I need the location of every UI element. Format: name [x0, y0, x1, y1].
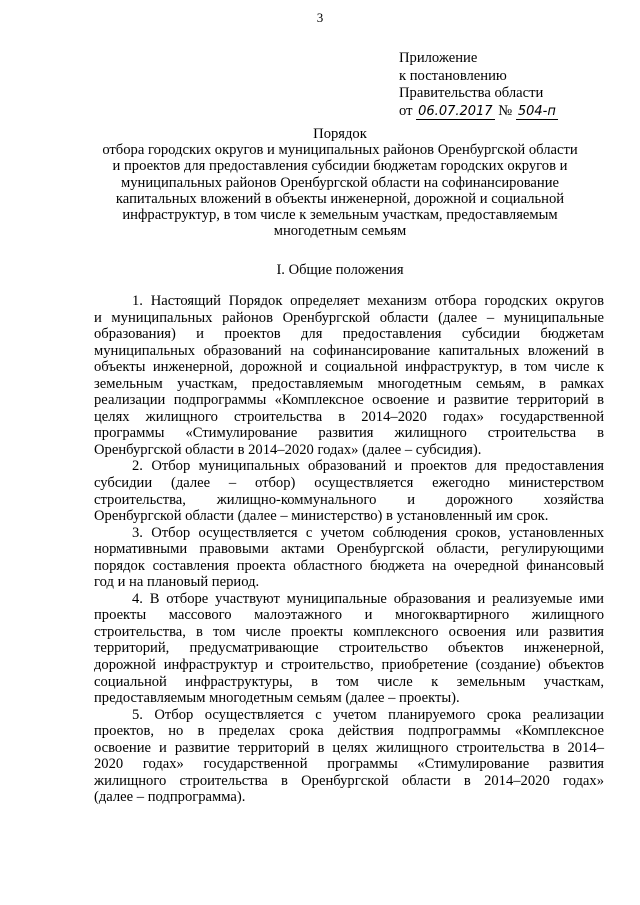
appendix-line: Приложение: [399, 50, 478, 66]
paragraph-line: социальной инфраструктуры, в том числе к земельным участкам,: [94, 673, 604, 690]
paragraph-line: Оренбургской области (далее – министерство) в установленный им срок.: [94, 508, 549, 525]
paragraph-line: целях жилищного строительства в 2014–2020 годах» государственной: [94, 408, 604, 425]
title-line: отбора городских округов и муниципальных районов Оренбургской области: [102, 142, 578, 159]
paragraph-line: нормативными правовыми актами Оренбургской области, регулирующими: [94, 541, 604, 558]
paragraph-line: образования) и проектов для предоставления субсидии бюджетам: [94, 326, 604, 343]
handwritten-date: 06.07.2017: [418, 103, 493, 119]
paragraph-line: объекты инженерной, дорожной и социальной инфраструктур, в том числе к: [94, 359, 604, 376]
paragraph-line: муниципальных образований на софинансирование капитальных вложений в: [94, 342, 604, 359]
paragraph-line: 3. Отбор осуществляется с учетом соблюдения сроков, установленных: [132, 524, 604, 541]
paragraph-line: проектов, но в пределах срока действия подпрограммы «Комплексное: [94, 723, 604, 740]
paragraph-line: земельным участкам, предоставляемым многодетным семьям, в рамках: [94, 375, 604, 392]
paragraph-line: 2. Отбор муниципальных образований и проектов для предоставления: [132, 458, 604, 475]
paragraph-line: освоение и развитие территорий в целях жилищного строительства в 2014–: [94, 739, 604, 756]
appendix-line: Правительства области: [399, 85, 544, 101]
title-line: многодетным семьям: [273, 223, 407, 240]
title-line: и проектов для предоставления субсидии бюджетам городских округов и: [112, 158, 568, 175]
paragraph-line: жилищного строительства в Оренбургской области в 2014–2020 годах»: [94, 772, 604, 789]
title-line: инфраструктур, в том числе к земельным участкам, предоставляемым: [122, 207, 558, 224]
paragraph-3: [94, 525, 604, 591]
appendix-block: [399, 50, 558, 120]
paragraph-line: 2020 годах» государственной программы «Стимулирование развития: [94, 756, 604, 773]
document-body: [94, 293, 604, 806]
paragraph-4: [94, 591, 604, 707]
paragraph-1: [94, 293, 604, 458]
number-sign: №: [498, 102, 513, 119]
paragraph-line: строительства, в том числе проекты комплексного освоения или развития: [94, 623, 604, 640]
paragraph-line: 5. Отбор осуществляется с учетом планируемого срока реализации: [132, 706, 604, 723]
paragraph-line: территорий, предусматривающие строительство объектов инженерной,: [94, 640, 604, 657]
paragraph-line: Оренбургской области в 2014–2020 годах» (далее – субсидия).: [94, 441, 482, 458]
paragraph-line: порядок составления проекта областного бюджета на очередной финансовый: [94, 557, 604, 574]
paragraph-line: (далее – подпрограмма).: [94, 789, 246, 806]
paragraph-line: 4. В отборе участвуют муниципальные образования и реализуемые ими: [132, 590, 604, 607]
paragraph-2: [94, 458, 604, 524]
title-line: муниципальных районов Оренбургской области на софинансирование: [120, 174, 560, 191]
handwritten-number: 504-п: [517, 103, 556, 119]
paragraph-line: год и на плановый период.: [94, 574, 260, 591]
from-prefix: от: [399, 102, 413, 119]
paragraph-line: и муниципальных районов Оренбургской области (далее – муниципальные: [94, 309, 604, 326]
section-heading: I. Общие положения: [276, 262, 404, 278]
paragraph-line: предоставляемым многодетным семьям (далее – проекты).: [94, 690, 460, 707]
paragraph-line: проекты массового малоэтажного и многоквартирного жилищного: [94, 607, 604, 624]
paragraph-line: субсидии (далее – отбор) осуществляется ежегодно министерством: [94, 475, 604, 492]
paragraph-line: строительства, жилищно-коммунального и дорожного хозяйства: [94, 491, 604, 508]
paragraph-line: дорожной инфраструктур и строительство, приобретение (создание) объектов: [94, 657, 604, 674]
page-number: 3: [316, 10, 324, 25]
paragraph-5: [94, 707, 604, 806]
title-heading: Порядок: [313, 126, 367, 142]
paragraph-line: реализации подпрограммы «Комплексное освоение и развитие территорий в: [94, 392, 604, 409]
appendix-date-line: [399, 103, 558, 121]
title-line: капитальных вложений в объекты инженерной, дорожной и социальной: [115, 190, 565, 207]
paragraph-line: 1. Настоящий Порядок определяет механизм отбора городских округов: [132, 293, 604, 309]
paragraph-line: программы «Стимулирование развития жилищного строительства в: [94, 425, 604, 442]
appendix-line: к постановлению: [399, 67, 507, 84]
document-title: [60, 126, 620, 239]
